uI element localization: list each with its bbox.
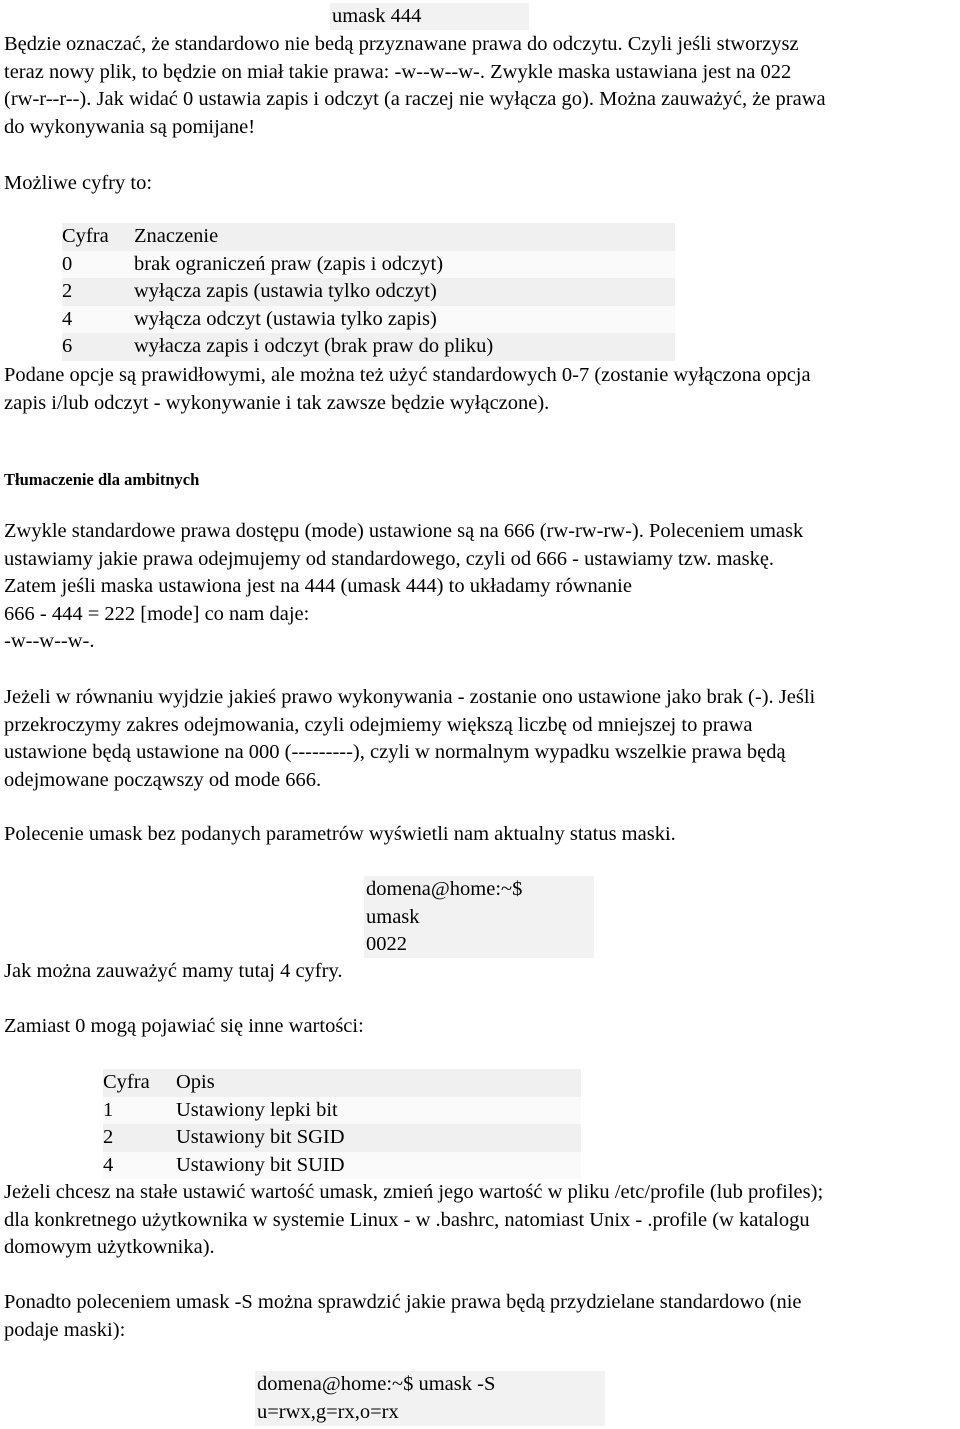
table-cell: Ustawiony lepki bit: [176, 1097, 581, 1125]
text-line: przekroczymy zakres odejmowania, czyli odejmiemy większą liczbę od mniejszej to prawa: [4, 713, 753, 736]
paragraph-intro: [4, 31, 956, 141]
text-line: dla konkretnego użytkownika w systemie Linux - w .bashrc, natomiast Unix - .profile (w katalogu: [4, 1208, 810, 1231]
table-row: [62, 306, 675, 334]
text-line: domowym użytkownika).: [4, 1236, 215, 1258]
code-line: umask 444: [332, 5, 422, 27]
text-line: Zwykle standardowe prawa dostępu (mode) ustawione są na 666 (rw-rw-rw-). Poleceniem umask: [4, 520, 804, 542]
text-line: do wykonywania są pomijane!: [4, 115, 256, 138]
code-line: 0022: [366, 933, 407, 955]
text-line: Zatem jeśli maska ustawiona jest na 444 (umask 444) to układamy równanie: [4, 575, 632, 597]
text-line: Będzie oznaczać, że standardowo nie bedą przyznawane prawa do odczytu. Czyli jeśli stworzysz: [4, 33, 799, 55]
table-header-cell: Opis: [176, 1069, 581, 1097]
text-line: Podane opcje są prawidłowymi, ale można też użyć standardowych 0-7 (zostanie wyłączona opcja: [4, 364, 811, 386]
table-header-row: [103, 1069, 581, 1097]
table-cell: wyłącza odczyt (ustawia tylko zapis): [134, 306, 675, 334]
table-cell: 4: [62, 306, 134, 334]
table-cell: 2: [62, 278, 134, 306]
text-line: Możliwe cyfry to:: [4, 172, 153, 194]
text-line: Jak można zauważyć mamy tutaj 4 cyfry.: [4, 960, 343, 982]
table-special-bits: [103, 1069, 581, 1179]
table-cell: wyłącza zapis (ustawia tylko odczyt): [134, 278, 675, 306]
text-line: (rw-r--r--). Jak widać 0 ustawia zapis i odczyt (a raczej nie wyłącza go). Można zauważyć, że prawa: [4, 88, 826, 110]
table-row: [62, 278, 675, 306]
text-line: Zamiast 0 mogą pojawiać się inne wartości:: [4, 1015, 364, 1037]
table-header-cell: Cyfra: [62, 223, 134, 251]
table-header-row: [62, 223, 675, 251]
code-line: umask: [366, 905, 420, 928]
code-block-umask-status: [364, 876, 594, 958]
table-cell: 2: [103, 1124, 176, 1152]
table-cell: 6: [62, 333, 134, 361]
table-cell: 0: [62, 251, 134, 279]
paragraph-digits-label: [4, 170, 956, 198]
code-umask-444: [330, 3, 529, 30]
table-row: [62, 333, 675, 361]
text-line: Ponadto poleceniem umask -S można sprawdzić jakie prawa będą przydzielane standardowo (nie: [4, 1291, 802, 1313]
text-line: odejmowane począwszy od mode 666.: [4, 768, 322, 791]
paragraph-four-digits: [4, 958, 956, 986]
table-row: [103, 1152, 581, 1180]
text-line: ustawiamy jakie prawa odejmujemy od standardowego, czyli od 666 - ustawiamy tzw. maskę.: [4, 547, 775, 570]
paragraph-status: [4, 821, 956, 849]
table-cell: wyłacza zapis i odczyt (brak praw do pliku): [134, 333, 675, 361]
table-cell: Ustawiony bit SUID: [176, 1152, 581, 1180]
table-cell: 4: [103, 1152, 176, 1180]
text-line: Jeżeli chcesz na stałe ustawić wartość umask, zmień jego wartość w pliku /etc/profile (lub profiles);: [4, 1181, 824, 1203]
table-cell: 1: [103, 1097, 176, 1125]
table-digits-meaning: [62, 223, 675, 361]
text-line: Jeżeli w równaniu wyjdzie jakieś prawo wykonywania - zostanie ono ustawione jako brak (-). Jeśli: [4, 686, 816, 708]
text-line: podaje maski):: [4, 1318, 126, 1341]
paragraph-instead: [4, 1013, 956, 1041]
code-line: domena@home:~$ umask -S: [257, 1373, 496, 1395]
paragraph-equation: [4, 684, 956, 794]
paragraph-options: [4, 362, 956, 417]
table-cell: Ustawiony bit SGID: [176, 1124, 581, 1152]
text-line: 666 - 444 = 222 [mode] co nam daje:: [4, 602, 310, 625]
table-row: [62, 251, 675, 279]
text-line: teraz nowy plik, to będzie on miał takie prawa: -w--w--w-. Zwykle maska ustawiana jest na 022: [4, 60, 792, 83]
section-heading-translation: Tłumaczenie dla ambitnych: [4, 470, 200, 489]
paragraph-translation: [4, 518, 956, 656]
paragraph-permanent: [4, 1179, 956, 1262]
table-header-cell: Znaczenie: [134, 223, 675, 251]
text-line: zapis i/lub odczyt - wykonywanie i tak zawsze będzie wyłączone).: [4, 391, 550, 414]
table-cell: brak ograniczeń praw (zapis i odczyt): [134, 251, 675, 279]
text-line: ustawione będą ustawione na 000 (---------), czyli w normalnym wypadku wszelkie prawa będą: [4, 741, 786, 763]
table-row: [103, 1097, 581, 1125]
code-block-umask-s: [255, 1371, 605, 1426]
code-line: u=rwx,g=rx,o=rx: [257, 1400, 399, 1423]
text-line: -w--w--w-.: [4, 630, 95, 652]
text-line: Polecenie umask bez podanych parametrów wyświetli nam aktualny status maski.: [4, 823, 676, 845]
code-line: domena@home:~$: [366, 878, 523, 900]
paragraph-dash-s: [4, 1289, 956, 1344]
table-header-cell: Cyfra: [103, 1069, 176, 1097]
table-row: [103, 1124, 581, 1152]
